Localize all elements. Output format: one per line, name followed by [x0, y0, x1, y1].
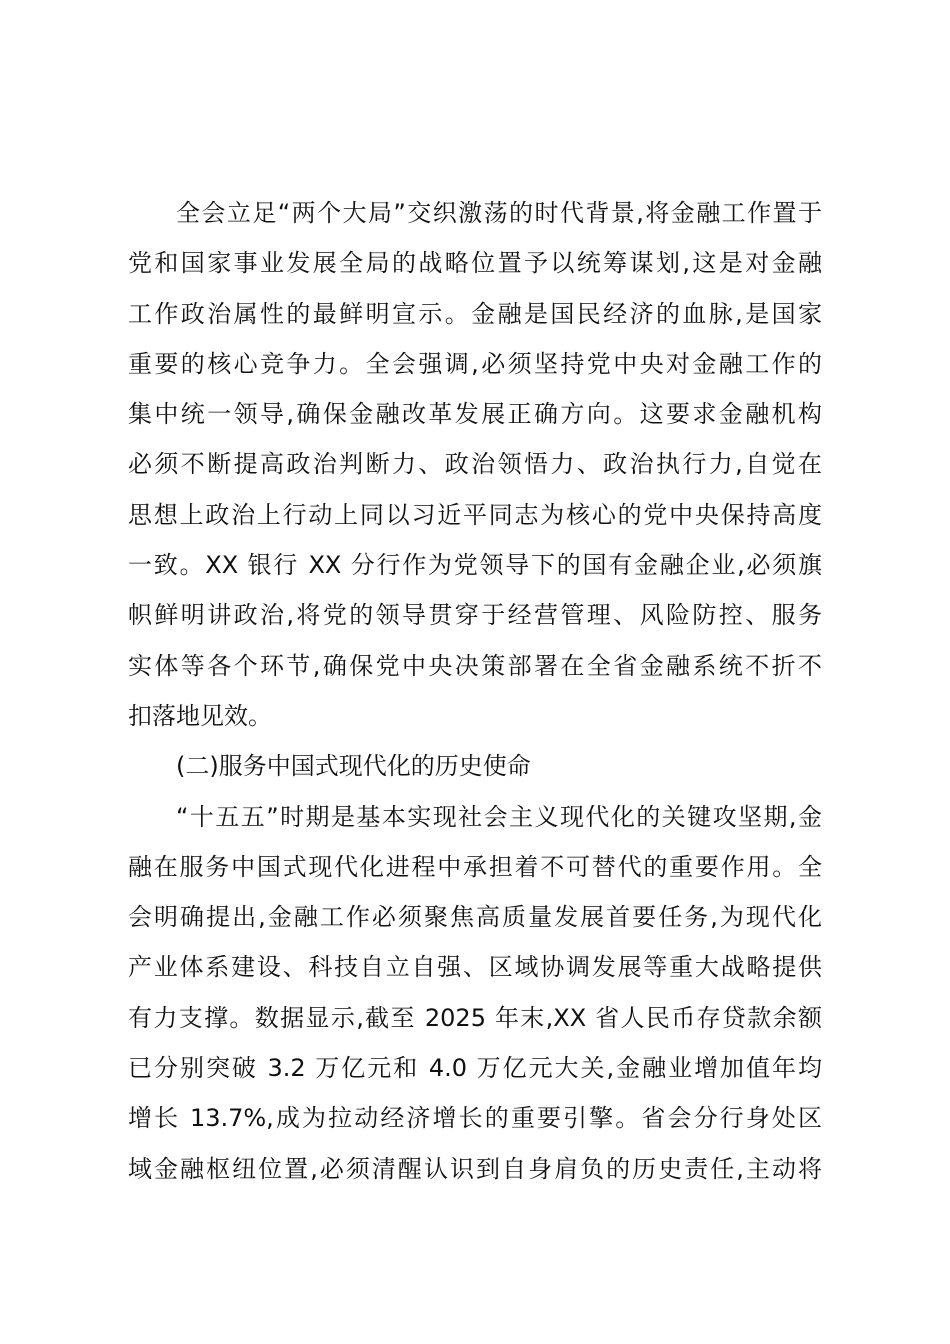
text-line: 必须不断提高政治判断力、政治领悟力、政治执行力,自觉在 [128, 450, 822, 479]
text-line: 全会立足“两个大局”交织激荡的时代背景,将金融工作置于 [176, 199, 822, 227]
text-line: “十五五”时期是基本实现社会主义现代化的关键攻坚期,金 [176, 802, 822, 831]
text-line: 思想上政治上行动上同以习近平同志为核心的党中央保持高度 [128, 500, 822, 529]
paragraph-modernization-mission [128, 792, 822, 1194]
text-line: 增长 13.7%,成为拉动经济增长的重要引擎。省会分行身处区 [128, 1104, 822, 1133]
text-line: 已分别突破 3.2 万亿元和 4.0 万亿元大关,金融业增加值年均 [128, 1054, 822, 1083]
text-line: 融在服务中国式现代化进程中承担着不可替代的重要作用。全 [128, 852, 822, 881]
text-line: 集中统一领导,确保金融改革发展正确方向。这要求金融机构 [128, 400, 822, 429]
text-line: 重要的核心竞争力。全会强调,必须坚持党中央对金融工作的 [128, 349, 822, 378]
text-line: 实体等各个环节,确保党中央决策部署在全省金融系统不折不 [128, 651, 822, 680]
paragraph-party-leadership [128, 188, 822, 741]
text-line: 会明确提出,金融工作必须聚焦高质量发展首要任务,为现代化 [128, 903, 822, 932]
text-line: 产业体系建设、科技自立自强、区域协调发展等重大战略提供 [128, 953, 822, 982]
text-line: 帜鲜明讲政治,将党的领导贯穿于经营管理、风险防控、服务 [128, 601, 822, 630]
text-line: 党和国家事业发展全局的战略位置予以统筹谋划,这是对金融 [128, 249, 822, 278]
document-body [128, 188, 822, 1194]
text-line: 工作政治属性的最鲜明宣示。金融是国民经济的血脉,是国家 [128, 299, 822, 328]
text-line: 扣落地见效。 [128, 701, 272, 730]
text-line: 一致。XX 银行 XX 分行作为党领导下的国有金融企业,必须旗 [128, 551, 822, 580]
section-heading: (二)服务中国式现代化的历史使命 [176, 752, 531, 781]
text-line: 域金融枢纽位置,必须清醒认识到自身肩负的历史责任,主动将 [128, 1154, 822, 1183]
text-line: 有力支撑。数据显示,截至 2025 年末,XX 省人民币存贷款余额 [128, 1003, 822, 1032]
